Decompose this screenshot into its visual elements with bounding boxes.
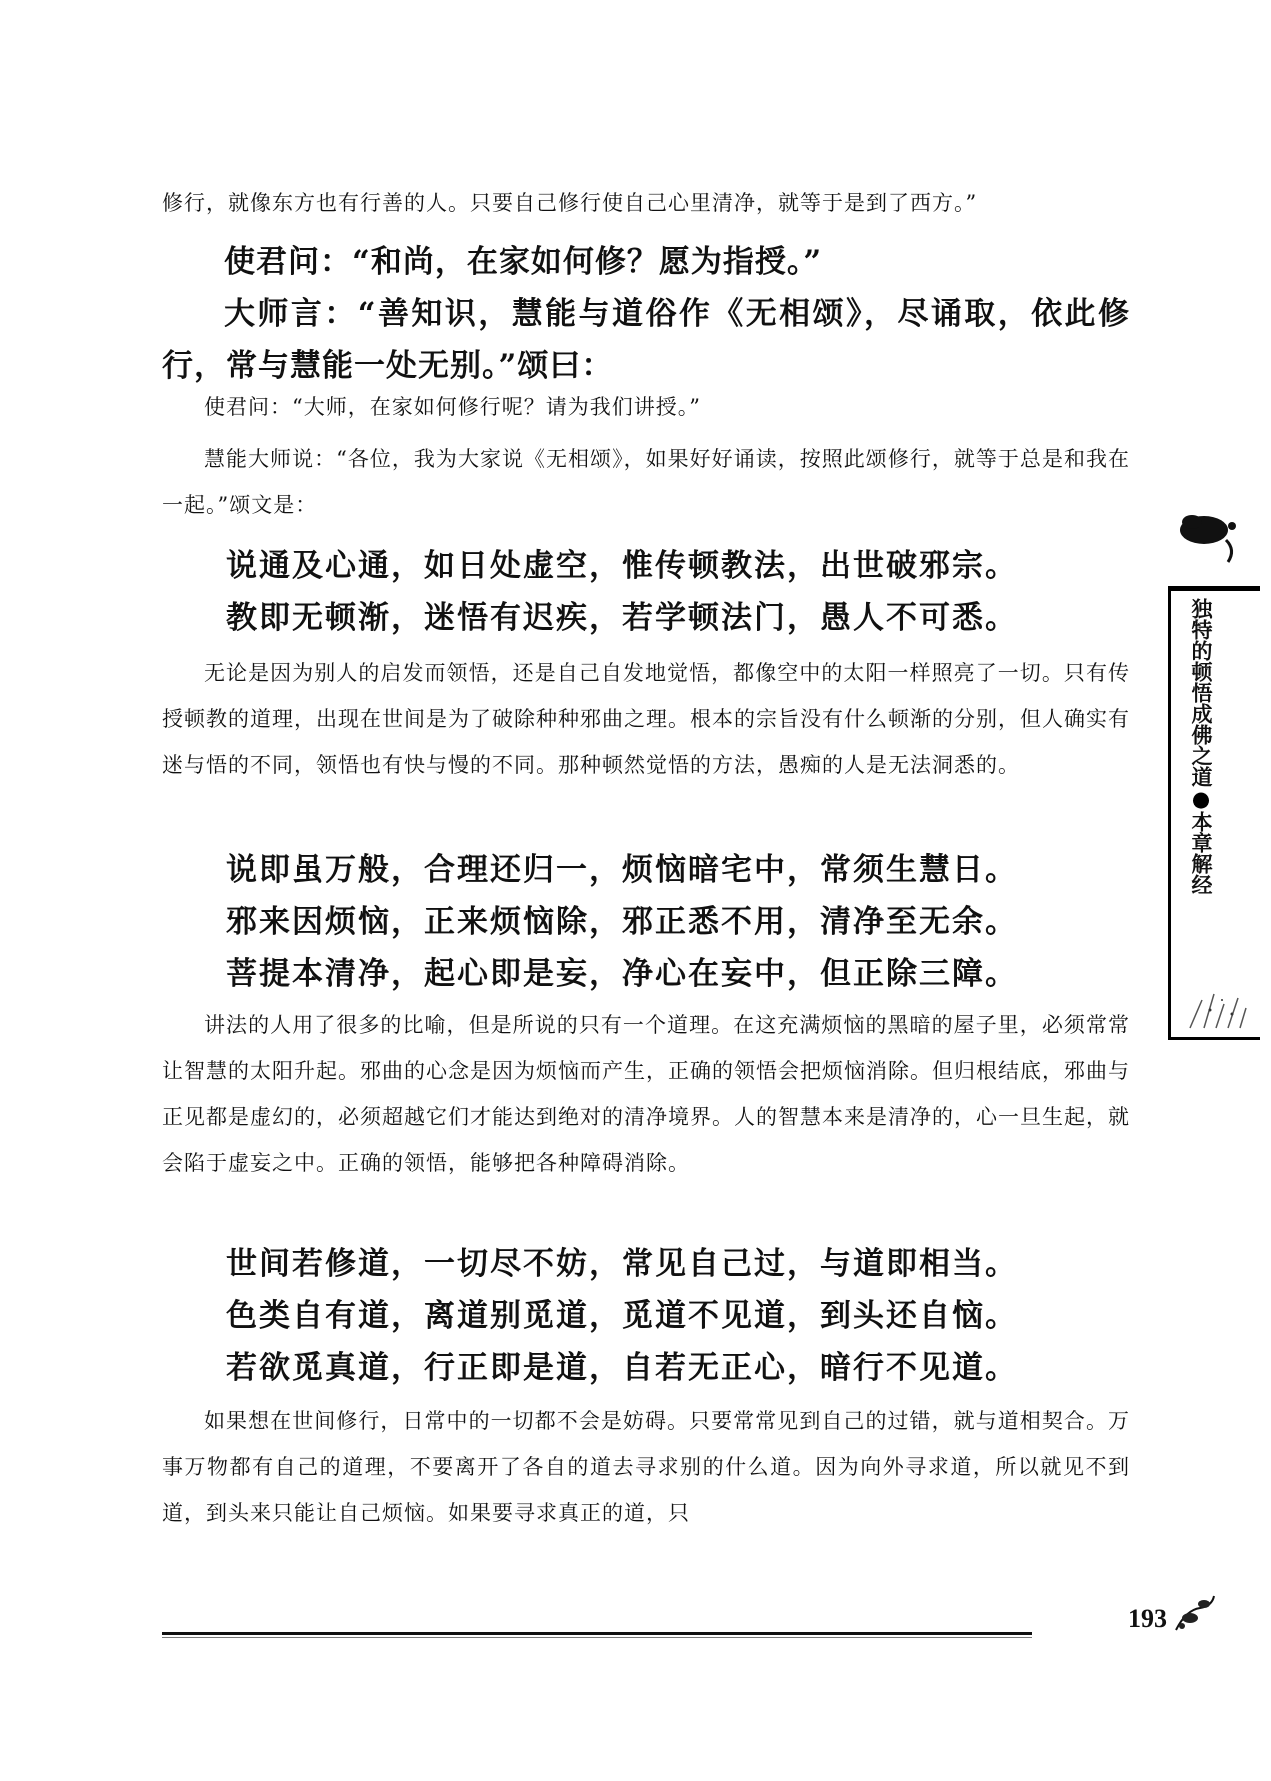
paragraph-translation: 慧能大师说：“各位，我为大家说《无相颂》，如果好好诵读，按照此颂修行，就等于总是和我在一起。”颂文是：: [162, 447, 1130, 517]
verse-line: 说通及心通，如日处虚空，惟传顿教法，出世破邪宗。: [226, 548, 1018, 584]
verse-line: 色类自有道，离道别觅道，觅道不见道，到头还自恼。: [226, 1298, 1018, 1334]
scripture-question: 使君问：“和尚，在家如何修？愿为指授。”: [224, 244, 823, 280]
chapter-tab-title-sub: 本章解经: [1189, 811, 1213, 895]
ink-blossom-icon: [1170, 500, 1250, 570]
verse-line: 邪来因烦恼，正来烦恼除，邪正悉不用，清净至无余。: [226, 904, 1018, 940]
bullet-icon: ●: [1189, 787, 1213, 811]
paragraph-commentary: 如果想在世间修行，日常中的一切都不会是妨碍。只要常常见到自己的过错，就与道相契合。万事万物都有自己的道理，不要离开了各自的道去寻求别的什么道。因为向外寻求道，所以就见不到道，到头来只能让自己烦恼。如果要寻求真正的道，只: [162, 1409, 1130, 1525]
tab-top-bar: [1168, 586, 1260, 591]
verse-line: 教即无顿渐，迷悟有迟疾，若学顿法门，愚人不可悉。: [226, 600, 1018, 636]
verse-line: 菩提本清净，起心即是妄，净心在妄中，但正除三障。: [226, 956, 1018, 992]
ink-flower-icon: [1170, 1590, 1220, 1636]
footer-rule-thin: [162, 1637, 1032, 1638]
footer-rule: [162, 1632, 1032, 1635]
tab-vertical-rule: [1168, 591, 1171, 1037]
chapter-tab-title-main: 独特的顿悟成佛之道: [1189, 598, 1213, 787]
paragraph-continuation: 修行，就像东方也有行善的人。只要自己修行使自己心里清净，就等于是到了西方。”: [162, 191, 978, 215]
chapter-tab-title: [1186, 598, 1216, 895]
paragraph-commentary: 讲法的人用了很多的比喻，但是所说的只有一个道理。在这充满烦恼的黑暗的屋子里，必须常常让智慧的太阳升起。邪曲的心念是因为烦恼而产生，正确的领悟会把烦恼消除。但归根结底，邪曲与正见都是虚幻的，必须超越它们才能达到绝对的清净境界。人的智慧本来是清净的，心一旦生起，就会陷于虚妄之中。正确的领悟，能够把各种障碍消除。: [162, 1013, 1130, 1175]
paragraph-commentary: 无论是因为别人的启发而领悟，还是自己自发地觉悟，都像空中的太阳一样照亮了一切。只有传授顿教的道理，出现在世间是为了破除种种邪曲之理。根本的宗旨没有什么顿渐的分别，但人确实有迷与悟的不同，领悟也有快与慢的不同。那种顿然觉悟的方法，愚痴的人是无法洞悉的。: [162, 661, 1130, 777]
verse-line: 说即虽万般，合理还归一，烦恼暗宅中，常须生慧日。: [226, 852, 1018, 888]
page-number: 193: [1128, 1604, 1167, 1633]
tab-bottom-rule: [1168, 1037, 1260, 1040]
verse-line: 世间若修道，一切尽不妨，常见自己过，与道即相当。: [226, 1246, 1018, 1282]
paragraph-translation: 使君问：“大师，在家如何修行呢？请为我们讲授。”: [204, 395, 701, 419]
scripture-answer: 大师言：“善知识，慧能与道俗作《无相颂》，尽诵取，依此修行，常与慧能一处无别。”颂曰：: [162, 296, 1130, 384]
ink-grass-icon: [1180, 970, 1260, 1030]
verse-line: 若欲觅真道，行正即是道，自若无正心，暗行不见道。: [226, 1350, 1018, 1386]
